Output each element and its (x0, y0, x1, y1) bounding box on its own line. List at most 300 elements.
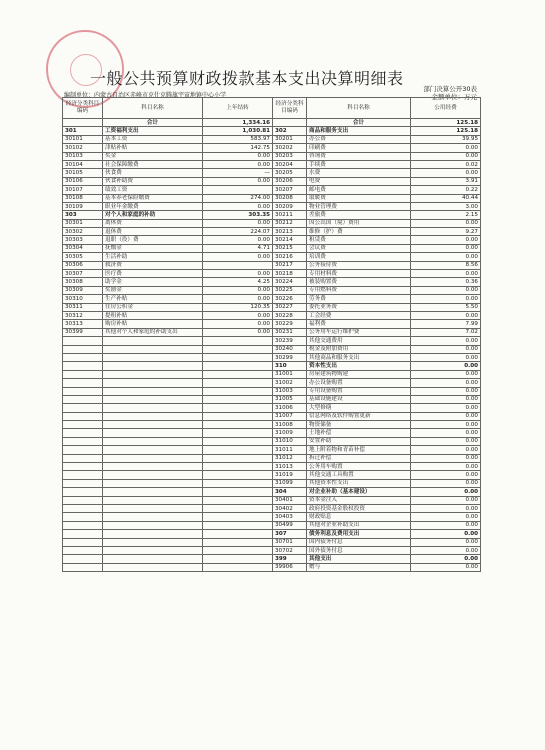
name-cell: 专用材料费 (307, 270, 411, 278)
table-row (63, 513, 481, 521)
code-cell: 30301 (63, 219, 103, 227)
code-cell: 30203 (273, 152, 307, 160)
code-cell: 31007 (273, 412, 307, 420)
table-row (63, 563, 481, 571)
amount-cell: 0.00 (411, 270, 481, 278)
amount-cell: 583.97 (203, 135, 273, 143)
name-cell: 印刷费 (307, 144, 411, 152)
code-cell: 30104 (63, 160, 103, 168)
code-cell: 303 (63, 211, 103, 219)
code-cell: 30217 (273, 261, 307, 269)
table-row (63, 404, 481, 412)
name-cell: 手续费 (307, 160, 411, 168)
amount-cell: 0.00 (411, 311, 481, 319)
code-cell: 31011 (273, 446, 307, 454)
table-row (63, 345, 481, 353)
code-cell (63, 521, 103, 529)
code-cell: 30309 (63, 286, 103, 294)
code-cell (63, 404, 103, 412)
name-cell (103, 488, 203, 496)
table-row (63, 437, 481, 445)
code-cell (63, 337, 103, 345)
name-cell: 救济费 (103, 261, 203, 269)
code-cell: 304 (273, 488, 307, 496)
amount-cell: 0.00 (203, 202, 273, 210)
code-cell: 30227 (273, 303, 307, 311)
code-cell: 39906 (273, 563, 307, 571)
name-cell: 国内债务付息 (307, 538, 411, 546)
code-cell (63, 563, 103, 571)
amount-cell (203, 454, 273, 462)
amount-cell: 1,334.16 (203, 119, 273, 127)
amount-cell (203, 446, 273, 454)
name-cell: 税金及附加费用 (307, 345, 411, 353)
name-cell (103, 530, 203, 538)
table-row (63, 538, 481, 546)
code-cell: 30307 (63, 270, 103, 278)
name-cell (103, 504, 203, 512)
amount-cell (203, 345, 273, 353)
code-cell: 31008 (273, 421, 307, 429)
code-cell (63, 479, 103, 487)
name-cell (103, 421, 203, 429)
code-cell: 30299 (273, 353, 307, 361)
name-cell: 赠与 (307, 563, 411, 571)
amount-cell: 0.36 (411, 278, 481, 286)
name-cell: 专用燃料费 (307, 286, 411, 294)
name-cell: 其他对企业补助支出 (307, 521, 411, 529)
amount-cell (203, 261, 273, 269)
amount-cell: 0.00 (411, 219, 481, 227)
name-cell: 绩效工资 (103, 186, 203, 194)
table-row (63, 379, 481, 387)
table-row (63, 412, 481, 420)
code-cell: 30109 (63, 202, 103, 210)
name-cell: 水费 (307, 169, 411, 177)
amount-cell (203, 463, 273, 471)
amount-cell: 0.00 (203, 219, 273, 227)
amount-cell (203, 437, 273, 445)
amount-cell: 0.00 (203, 320, 273, 328)
table-row (63, 144, 481, 152)
table-row (63, 429, 481, 437)
code-cell: 30204 (273, 160, 307, 168)
table-row (63, 270, 481, 278)
unit-label: 金额单位：万元 (431, 93, 477, 101)
code-cell: 30312 (63, 311, 103, 319)
amount-cell: 142.75 (203, 144, 273, 152)
amount-cell: 0.00 (411, 546, 481, 554)
name-cell: 其他交通费用 (307, 337, 411, 345)
code-cell (63, 471, 103, 479)
name-cell (103, 446, 203, 454)
amount-cell (203, 404, 273, 412)
name-cell (103, 463, 203, 471)
code-cell: 31012 (273, 454, 307, 462)
amount-cell: 0.00 (203, 270, 273, 278)
name-cell: 其他支出 (307, 555, 411, 563)
name-cell (103, 555, 203, 563)
table-row (63, 244, 481, 252)
table-row (63, 311, 481, 319)
amount-cell: 0.00 (411, 563, 481, 571)
code-cell: 30213 (273, 228, 307, 236)
amount-cell (203, 555, 273, 563)
name-cell: 对个人和家庭的补助 (103, 211, 203, 219)
code-cell (63, 345, 103, 353)
name-cell: 土地补偿 (307, 429, 411, 437)
amount-cell: 4.71 (203, 244, 273, 252)
amount-cell: 0.00 (203, 160, 273, 168)
code-cell (63, 513, 103, 521)
amount-cell: 0.22 (411, 186, 481, 194)
name-cell (103, 454, 203, 462)
amount-cell: 0.00 (411, 437, 481, 445)
name-cell: 办公设备购置 (307, 379, 411, 387)
name-cell: 因公出国（境）费用 (307, 219, 411, 227)
name-cell (103, 513, 203, 521)
name-cell (103, 387, 203, 395)
amount-cell: 0.00 (203, 286, 273, 294)
code-cell: 301 (63, 127, 103, 135)
name-cell: 房屋建筑物购建 (307, 370, 411, 378)
code-cell: 30103 (63, 152, 103, 160)
table-row (63, 370, 481, 378)
code-cell: 30701 (273, 538, 307, 546)
amount-cell: 0.00 (411, 353, 481, 361)
code-cell (63, 353, 103, 361)
code-cell: 30308 (63, 278, 103, 286)
code-cell: 30226 (273, 295, 307, 303)
amount-cell: 0.00 (411, 244, 481, 252)
name-cell (103, 479, 203, 487)
name-cell: 抚恤金 (103, 244, 203, 252)
amount-cell (203, 362, 273, 370)
code-cell: 30224 (273, 278, 307, 286)
code-cell: 30106 (63, 177, 103, 185)
name-cell: 其他对个人和家庭的补助支出 (103, 328, 203, 336)
code-cell (63, 395, 103, 403)
code-cell (63, 504, 103, 512)
name-cell: 政府投资基金股权投资 (307, 504, 411, 512)
table-row (63, 127, 481, 135)
name-cell: 基本养老保险缴费 (103, 194, 203, 202)
name-cell: 安置补助 (307, 437, 411, 445)
amount-cell (203, 387, 273, 395)
amount-cell (203, 530, 273, 538)
table-row (63, 135, 481, 143)
name-cell (103, 395, 203, 403)
table-row (63, 521, 481, 529)
amount-cell: 0.00 (411, 479, 481, 487)
name-cell: 维修（护）费 (307, 228, 411, 236)
code-cell: 31099 (273, 479, 307, 487)
amount-cell: 9.27 (411, 228, 481, 236)
name-cell: 专用设备购置 (307, 387, 411, 395)
name-cell: 培训费 (307, 253, 411, 261)
name-cell: 公务用车运行维护费 (307, 328, 411, 336)
amount-cell (203, 337, 273, 345)
amount-cell (203, 471, 273, 479)
name-cell: 拆迁补偿 (307, 454, 411, 462)
code-cell: 30403 (273, 513, 307, 521)
code-cell: 30212 (273, 219, 307, 227)
code-cell: 31019 (273, 471, 307, 479)
column-header: 公用经费 (411, 98, 481, 119)
name-cell: 租赁费 (307, 236, 411, 244)
name-cell (103, 337, 203, 345)
code-cell: 30402 (273, 504, 307, 512)
code-cell (63, 370, 103, 378)
name-cell: 社会保障缴费 (103, 160, 203, 168)
code-cell: 30306 (63, 261, 103, 269)
name-cell: 提租补贴 (103, 311, 203, 319)
name-cell: 会议费 (307, 244, 411, 252)
code-cell (63, 454, 103, 462)
code-cell: 30401 (273, 496, 307, 504)
amount-cell (203, 421, 273, 429)
amount-cell: 0.00 (411, 387, 481, 395)
amount-cell: 0.00 (411, 395, 481, 403)
code-cell: 31006 (273, 404, 307, 412)
amount-cell: 2.15 (411, 211, 481, 219)
code-cell: 30214 (273, 236, 307, 244)
name-cell: 工会经费 (307, 311, 411, 319)
amount-cell: 0.00 (411, 362, 481, 370)
code-cell: 30211 (273, 211, 307, 219)
name-cell (103, 345, 203, 353)
table-row (63, 152, 481, 160)
name-cell: 资本性支出 (307, 362, 411, 370)
table-row (63, 202, 481, 210)
code-cell (63, 546, 103, 554)
table-row (63, 236, 481, 244)
table-row (63, 320, 481, 328)
amount-cell: 224.07 (203, 228, 273, 236)
amount-cell: 39.95 (411, 135, 481, 143)
name-cell: 公务接待费 (307, 261, 411, 269)
code-cell: 30499 (273, 521, 307, 529)
amount-cell: 0.00 (411, 236, 481, 244)
amount-cell: 3.91 (411, 177, 481, 185)
code-cell: 30205 (273, 169, 307, 177)
code-cell (63, 387, 103, 395)
table-row (63, 387, 481, 395)
code-cell: 30215 (273, 244, 307, 252)
code-cell: 30105 (63, 169, 103, 177)
amount-cell: 3.00 (411, 202, 481, 210)
amount-cell: 0.00 (411, 530, 481, 538)
name-cell: 合计 (307, 119, 411, 127)
name-cell: 咨询费 (307, 152, 411, 160)
code-cell: 30108 (63, 194, 103, 202)
code-cell (63, 538, 103, 546)
code-cell: 30305 (63, 253, 103, 261)
code-cell: 30240 (273, 345, 307, 353)
amount-cell: 0.00 (411, 521, 481, 529)
table-row (63, 546, 481, 554)
amount-cell (203, 513, 273, 521)
amount-cell: 0.00 (203, 328, 273, 336)
table-row (63, 295, 481, 303)
name-cell: 资本金注入 (307, 496, 411, 504)
name-cell: 退职（役）费 (103, 236, 203, 244)
name-cell: 津贴补贴 (103, 144, 203, 152)
name-cell: 劳务费 (307, 295, 411, 303)
code-cell: 30225 (273, 286, 307, 294)
name-cell (103, 496, 203, 504)
name-cell: 基本工资 (103, 135, 203, 143)
name-cell (103, 404, 203, 412)
code-cell (63, 488, 103, 496)
amount-cell: 0.02 (411, 160, 481, 168)
code-cell: 399 (273, 555, 307, 563)
amount-cell: 8.56 (411, 261, 481, 269)
code-cell: 30208 (273, 194, 307, 202)
amount-cell (203, 395, 273, 403)
code-cell: 302 (273, 127, 307, 135)
amount-cell: 0.00 (411, 504, 481, 512)
name-cell (103, 437, 203, 445)
table-row (63, 421, 481, 429)
amount-cell: 0.00 (411, 429, 481, 437)
name-cell: 其他交通工具购置 (307, 471, 411, 479)
amount-cell: 0.00 (411, 471, 481, 479)
amount-cell: 0.00 (411, 538, 481, 546)
code-cell: 30201 (273, 135, 307, 143)
table-row (63, 253, 481, 261)
table-row (63, 119, 481, 127)
name-cell: 被装购置费 (307, 278, 411, 286)
name-cell: 地上附着物和青苗补偿 (307, 446, 411, 454)
table-row (63, 488, 481, 496)
amount-cell: 0.00 (203, 152, 273, 160)
amount-cell: 5.50 (411, 303, 481, 311)
table-row (63, 160, 481, 168)
page-title: 一般公共预算财政拨款基本支出决算明细表 (90, 69, 404, 88)
amount-cell: 0.00 (203, 236, 273, 244)
code-cell (63, 496, 103, 504)
amount-cell: 0.00 (411, 412, 481, 420)
amount-cell: 0.00 (411, 152, 481, 160)
org-label: 编制单位：内蒙古自治区赤峰市克什克腾旗宇宙地镇中心小学 (64, 92, 227, 99)
code-cell: 30216 (273, 253, 307, 261)
name-cell: 差旅费 (307, 211, 411, 219)
name-cell: 其他资本性支出 (307, 479, 411, 487)
amount-cell: 0.00 (411, 379, 481, 387)
code-cell: 30228 (273, 311, 307, 319)
name-cell: 助学金 (103, 278, 203, 286)
table-row (63, 228, 481, 236)
name-cell: 邮电费 (307, 186, 411, 194)
name-cell: 物业管理费 (307, 202, 411, 210)
amount-cell: 274.00 (203, 194, 273, 202)
name-cell (103, 521, 203, 529)
name-cell: 物资储备 (307, 421, 411, 429)
amount-cell (203, 429, 273, 437)
amount-cell: 303.35 (203, 211, 273, 219)
name-cell (103, 362, 203, 370)
code-cell: 30313 (63, 320, 103, 328)
amount-cell: 0.00 (411, 253, 481, 261)
code-cell: 30304 (63, 244, 103, 252)
table-row (63, 169, 481, 177)
name-cell: 伙食补助费 (103, 177, 203, 185)
name-cell: 商品和服务支出 (307, 127, 411, 135)
code-cell: 30231 (273, 328, 307, 336)
code-cell (63, 362, 103, 370)
code-cell (273, 119, 307, 127)
amount-cell: 0.00 (411, 404, 481, 412)
amount-cell: 0.00 (411, 295, 481, 303)
amount-cell: 0.00 (411, 421, 481, 429)
name-cell (103, 538, 203, 546)
code-cell: 31010 (273, 437, 307, 445)
code-cell: 30206 (273, 177, 307, 185)
table-row (63, 395, 481, 403)
code-cell (63, 119, 103, 127)
name-cell (103, 546, 203, 554)
amount-cell (203, 370, 273, 378)
code-cell: 310 (273, 362, 307, 370)
table-row (63, 278, 481, 286)
table-row (63, 261, 481, 269)
amount-cell: 0.00 (411, 463, 481, 471)
table-row (63, 496, 481, 504)
amount-cell: 0.00 (203, 295, 273, 303)
amount-cell (203, 546, 273, 554)
amount-cell: 0.00 (411, 286, 481, 294)
form-number: 部门决算公开30表 (423, 85, 477, 93)
amount-cell (203, 353, 273, 361)
name-cell (103, 379, 203, 387)
amount-cell: 120.35 (203, 303, 273, 311)
code-cell: 30107 (63, 186, 103, 194)
code-cell: 30202 (273, 144, 307, 152)
amount-cell: 1,030.81 (203, 127, 273, 135)
table-row (63, 194, 481, 202)
amount-cell (203, 521, 273, 529)
name-cell (103, 563, 203, 571)
code-cell: 30702 (273, 546, 307, 554)
table-row (63, 353, 481, 361)
amount-cell (203, 479, 273, 487)
amount-cell: 0.00 (411, 169, 481, 177)
amount-cell: 0.00 (411, 496, 481, 504)
amount-cell: 125.18 (411, 127, 481, 135)
column-header: 科目名称 (103, 98, 203, 119)
code-cell: 30311 (63, 303, 103, 311)
amount-cell: 0.00 (203, 311, 273, 319)
amount-cell (203, 412, 273, 420)
code-cell (63, 429, 103, 437)
code-cell: 30239 (273, 337, 307, 345)
amount-cell: 7.02 (411, 328, 481, 336)
code-cell: 31003 (273, 387, 307, 395)
table-row (63, 303, 481, 311)
code-cell (63, 379, 103, 387)
table-row (63, 362, 481, 370)
name-cell: 债务利息及费用支出 (307, 530, 411, 538)
code-cell (63, 412, 103, 420)
amount-cell: 40.44 (411, 194, 481, 202)
amount-cell: 0.00 (411, 345, 481, 353)
amount-cell (203, 538, 273, 546)
name-cell: 医疗费 (103, 270, 203, 278)
name-cell (103, 370, 203, 378)
name-cell: 办公费 (307, 135, 411, 143)
code-cell: 30102 (63, 144, 103, 152)
